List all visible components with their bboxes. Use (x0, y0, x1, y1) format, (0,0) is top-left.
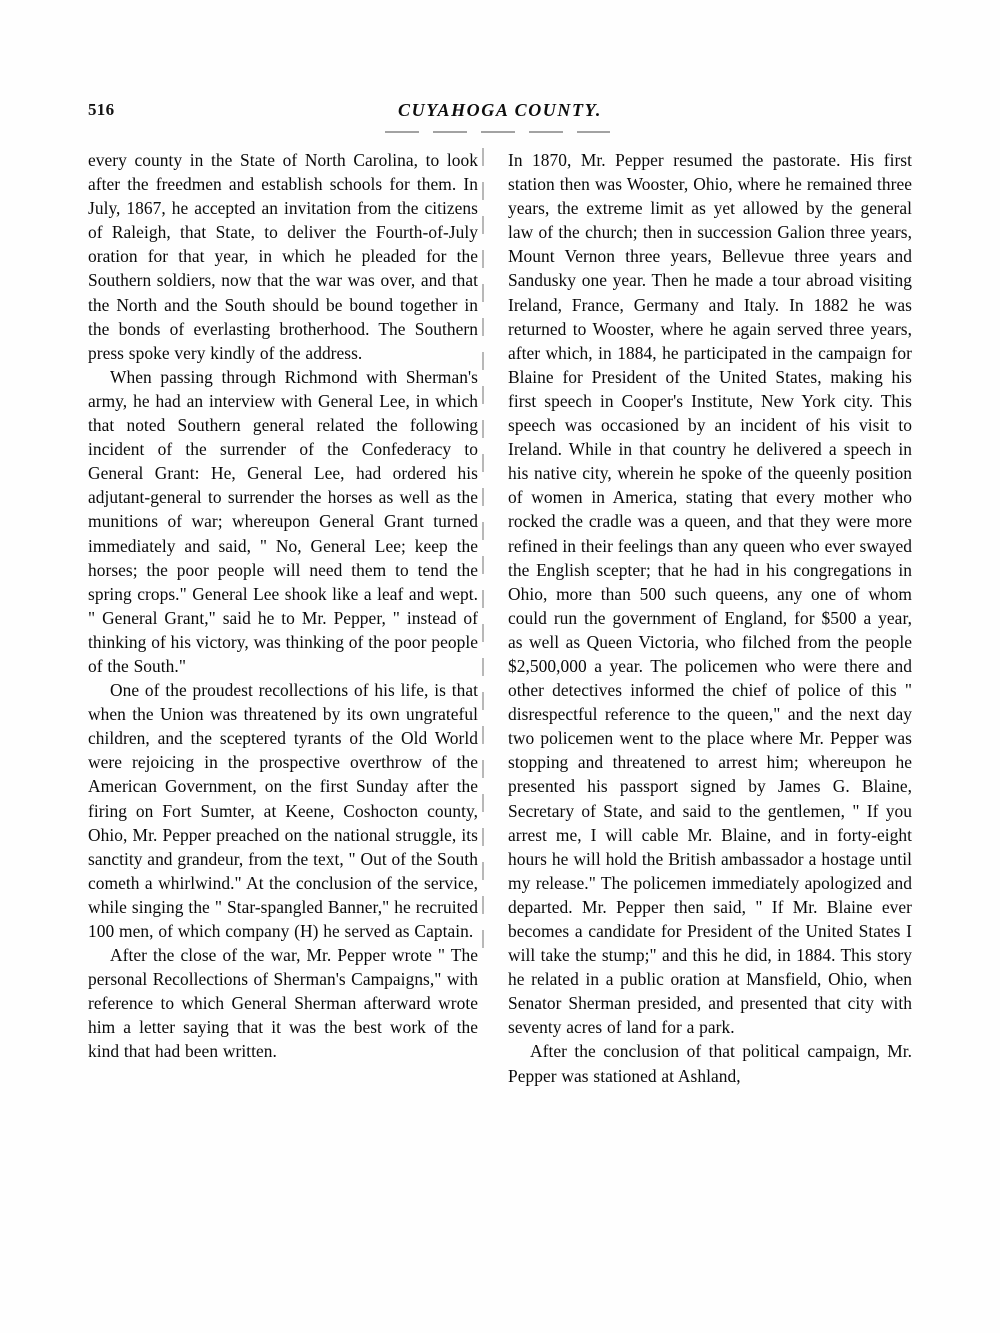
body-text-columns (88, 148, 912, 1268)
text-column-right (508, 148, 912, 1268)
header-divider-rule (385, 131, 610, 133)
paragraph: After the conclusion of that political campaign, Mr. Pepper was stationed at Ashland, (508, 1041, 912, 1086)
paragraph: In 1870, Mr. Pepper resumed the pastorate. His first station then was Wooster, Ohio, where he remained three years, the extreme limit as yet allowed by the general law of the church; then in succession Galion three years, Mount Vernon three years, Bellevue three years and Sandusky one year. Then he made a tour abroad visiting Ireland, France, Germany and Italy. In 1882 he was returned to Wooster, where he again served three years, after which, in 1884, he participated in the campaign for Blaine for President of the United States, making his first speech in Cooper's Institute, New York city. This speech was occasioned by an incident of his visit to Ireland. While in that country he delivered a speech in his native city, wherein he spoke of the queenly position of women in America, stating that every mother who rocked the cradle was a queen, and that they were more refined in their feelings than any queen who ever swayed the English scepter; that he had in his congregations in Ohio, more than 500 such queens, any one of whom could run the government of England, for $500 a year, as well as Queen Victoria, who filched from the people $2,500,000 a year. The policemen who were there and other detectives informed the chief of police of this " disrespectful reference to the queen," and the next day two policemen went to the place where Mr. Pepper was stopping and threatened to arrest him; whereupon he presented his passport signed by James G. Blaine, Secretary of State, and said to the gentlemen, " If you arrest me, I will cable Mr. Blaine, and in forty-eight hours he will hold the British ambassador a hostage until my release." The policemen immediately apologized and departed. Mr. Pepper then said, " If Mr. Blaine ever becomes a candidate for President of the United States I will take the stump;" and this he did, in 1884. This story he related in a public oration at Mansfield, Ohio, when Senator Sherman presided, and presented that city with seventy acres of land for a park. (508, 150, 912, 1038)
paragraph: One of the proudest recollections of his life, is that when the Union was threatened by its own ungrateful children, and the sceptered tyrants of the Old World were rejoicing in the prospective overthrow of the American Government, on the first Sunday after the firing on Fort Sumter, at Keene, Coshocton county, Ohio, Mr. Pepper preached on the national struggle, its sanctity and grandeur, from the text, " Out of the South cometh a whirlwind." At the conclusion of the service, while singing the " Star-spangled Banner," he recruited 100 men, of which company (H) he served as Captain. (88, 680, 478, 941)
running-head (88, 100, 912, 124)
paragraph: every county in the State of North Carolina, to look after the freedmen and establish schools for them. In July, 1867, he accepted an invitation from the citizens of Raleigh, that State, to deliver the Fourth-of-July oration for that year, in which he pleaded for the Southern soldiers, now that the war was over, and that the North and the South should be bound together in the bonds of everlasting brotherhood. The Southern press spoke very kindly of the address. (88, 150, 478, 363)
paragraph: When passing through Richmond with Sherman's army, he had an interview with General Lee, in which that noted Southern general related the following incident of the surrender of the Confederacy to General Grant: He, General Lee, had ordered his adjutant-general to surrender the horses as well as the munitions of war; whereupon General Grant turned immediately and said, " No, General Lee; keep the horses; the poor people will need them to tend the spring crops." General Lee shook like a leaf and wept. " General Grant," said he to Mr. Pepper, " instead of thinking of his victory, was thinking of the poor people of the South." (88, 366, 478, 676)
text-column-left (88, 148, 478, 1268)
paragraph: After the close of the war, Mr. Pepper wrote " The personal Recollections of Sherman's Campaigns," with reference to which General Sherman afterward wrote him a letter saying that it was the best work of the kind that had been written. (88, 945, 478, 1062)
page-folio-number: 516 (88, 100, 115, 119)
running-head-title: CUYAHOGA COUNTY. (398, 100, 602, 120)
column-divider-rule (482, 148, 484, 948)
